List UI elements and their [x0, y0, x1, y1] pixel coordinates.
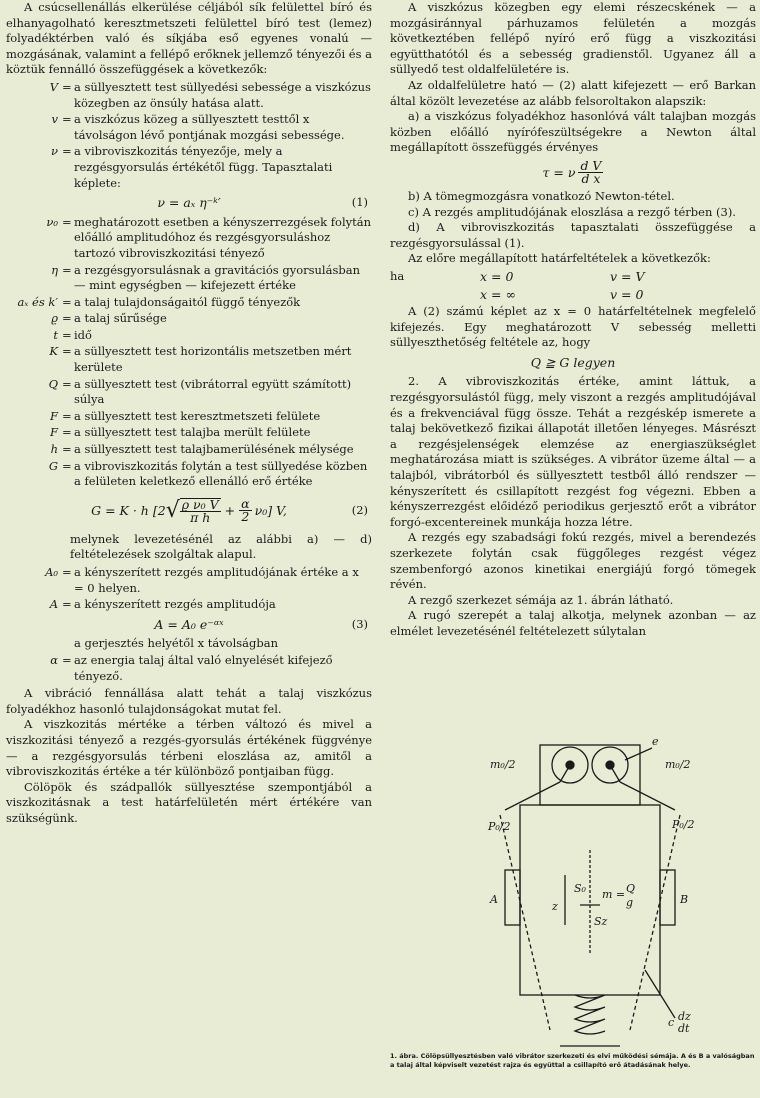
def-sym: F — [50, 425, 58, 440]
def-item — [6, 653, 372, 684]
force-arrow-left — [505, 782, 560, 810]
formula-2-frac-den: π h — [190, 509, 211, 525]
formula-2-lhs: G = K · h — [91, 503, 149, 519]
intro-paragraph: A csúcsellenállás elkerülése céljából sík felülettel bíró és elhanyagolható keresztmetszeti felülettel bíró test (lemez) folyadéktérben való és síkjába eső egyenes vonalú — mozgásának, valamint a fellépő erőknek jellemző tényezői és a köztük fennálló összefüggések a következők: — [6, 0, 373, 77]
paragraph-rugo: A rugó szerepét a talaj alkotja, melynek azonban — az elmélet levezetésénél feltételezett súlytalan — [390, 608, 756, 638]
def-txt: a rezgésgyorsulásnak a gravitációs gyorsulásban — mint egységben — kifejezett értéke — [74, 262, 360, 293]
def-eq: = — [62, 408, 72, 423]
formula-3-number: (3) — [351, 616, 368, 631]
def-sym: ν₀ — [46, 214, 58, 229]
paragraph-d: d) A vibroviszkozitás tapasztalati összefüggése a rezgésgyorsulással (1). — [390, 220, 756, 250]
def-sym: K — [49, 344, 58, 359]
def-txt: a süllyesztett test talajbamerülésének mélysége — [74, 442, 354, 457]
def-txt: a süllyesztett test keresztmetszeti felülete — [74, 408, 321, 423]
paragraph-oldalfelulet: Az oldalfelületre ható — (2) alatt kifejezett — erő Barkan által közölt levezetése az alább felsoroltakon alapszik: — [390, 77, 756, 108]
def-item — [6, 565, 372, 596]
def-eq — [62, 636, 74, 652]
def-eq: = — [62, 458, 72, 473]
right-column — [390, 0, 756, 1069]
formula-tau-num: d V — [580, 157, 602, 173]
definitions-1 — [6, 80, 372, 191]
def-sym: A₀ — [45, 565, 58, 579]
formula-2-sqrt — [166, 498, 221, 524]
def-txt: a vibroviszkozitás tényezője, mely a rezgésgyorsulás értékétől függ. Tapasztalati képlete: — [74, 144, 333, 190]
label-dt: dt — [678, 1022, 690, 1035]
formula-1-number: (1) — [351, 195, 368, 210]
def-sym: G — [48, 458, 58, 473]
def-v — [6, 112, 372, 143]
def-txt: idő — [74, 327, 92, 342]
def-item — [6, 459, 372, 490]
formula-2-alpha-num: α — [241, 496, 250, 512]
def-item — [6, 597, 372, 613]
def-sym: V — [49, 79, 58, 94]
paragraph-keplet: A (2) számú képlet az x = 0 határfeltételnek megfelelő kifejezés. Egy meghatározott V sebesség melletti süllyeszthetőség feltétele az, hogy — [390, 304, 756, 350]
def-sym: A — [49, 597, 58, 612]
left-column — [6, 0, 372, 827]
def-txt: a viszkózus közeg a süllyesztett testtől x távolságon lévő pontjának mozgási sebessége. — [74, 112, 345, 142]
definitions-4 — [6, 636, 372, 684]
formula-3-expr: A = A₀ e⁻ᵅˣ — [154, 616, 224, 632]
formula-tau-frac — [578, 157, 603, 186]
label-A: A — [490, 893, 498, 906]
label-m: m = — [602, 888, 626, 901]
formula-2-frac-num: ϱ ν₀ V — [181, 496, 219, 512]
def-eq: = — [62, 652, 72, 667]
def-sym: F — [50, 408, 58, 423]
def-sym — [6, 636, 62, 652]
definitions-2 — [6, 215, 372, 490]
def-txt: a süllyesztett test (vibrátorral együtt számított) súlya — [74, 376, 352, 407]
def-sym: h — [50, 442, 58, 457]
guide-B — [660, 870, 675, 925]
def-eq: = — [62, 597, 72, 612]
sqrt-sign-icon: √ — [165, 497, 180, 523]
def-item — [6, 263, 372, 294]
def-sym: v — [51, 112, 58, 127]
def-item — [6, 328, 372, 344]
def-eq: = — [62, 262, 72, 277]
def-V — [6, 80, 372, 111]
def-txt: a süllyesztett test horizontális metszetben mért kerülete — [74, 344, 352, 375]
formula-tau — [390, 157, 756, 186]
paragraph-vibracio: A vibráció fennállása alatt tehát a talaj viszkózus folyadékhoz hasonló tulajdonságokat mutat fel. — [6, 686, 372, 716]
def-txt: a süllyesztett test talajba merült felülete — [74, 425, 311, 440]
label-q: Q — [626, 882, 636, 895]
def-txt: a süllyesztett test süllyedési sebessége a viszkózus közegben az önsúly hatása alatt. — [74, 79, 371, 110]
paragraph-sema: A rezgő szerkezet sémája az 1. ábrán látható. — [408, 592, 674, 607]
def-item — [6, 344, 372, 375]
formula-2 — [6, 498, 372, 524]
def-txt: a kényszerített rezgés amplitudója — [74, 597, 276, 612]
formula-q-g — [390, 355, 756, 371]
paragraph-rezges: A rezgés egy szabadsági fokú rezgés, mivel a berendezés szerkezete folytán csak függőleges rezgést végez szembenforgó azonos kinetikai energiájú forgó tömegek révén. — [390, 530, 756, 592]
def-eq: = — [62, 79, 72, 94]
def-eq: = — [62, 425, 72, 440]
condition-ha: ha — [390, 268, 405, 283]
def-sym: aₓ és k′ — [17, 294, 58, 309]
def-sym: Q — [48, 376, 58, 391]
def-sym: t — [53, 327, 58, 342]
def-item — [6, 636, 372, 652]
def-eq: = — [62, 442, 72, 457]
label-g: g — [626, 896, 634, 909]
def-txt: a vibroviszkozitás folytán a test süllyedése közben a felületen keletkező ellenálló erő értéke — [74, 458, 368, 489]
spring-icon — [575, 995, 605, 1034]
label-m0-right: m₀/2 — [665, 758, 691, 771]
def-sym: η — [51, 262, 58, 277]
label-c: c — [668, 1016, 675, 1029]
formula-3 — [6, 617, 372, 633]
formula-2-alpha-den: 2 — [241, 509, 250, 525]
condition-1-v: v = V — [610, 268, 645, 284]
paragraph-b: b) A tömegmozgásra vonatkozó Newton-tétel. — [408, 188, 675, 203]
def-txt: a talaj sűrűsége — [74, 311, 167, 326]
label-m0-left: m₀/2 — [490, 758, 516, 771]
formula-2-number: (2) — [351, 503, 368, 518]
formula-2-bracket: [2 — [152, 503, 166, 519]
def-sym: α — [50, 652, 58, 667]
def-sym: ϱ — [51, 311, 58, 326]
formula-1-expr: ν = aₓ η⁻ᵏ′ — [157, 195, 221, 211]
condition-2-x: x = ∞ — [480, 286, 516, 302]
def-item — [6, 377, 372, 408]
formula-tau-den: d x — [581, 170, 601, 186]
guide-A — [505, 870, 520, 925]
def-nu — [6, 144, 372, 191]
def-eq: = — [62, 344, 72, 359]
def-eq: = — [62, 214, 72, 229]
def-item — [6, 409, 372, 425]
label-B: B — [680, 893, 689, 906]
after-formula-2: melynek levezetésénél az alábbi a) — d) feltételezések szolgáltak alapul. — [70, 531, 372, 562]
label-p0-left: P₀/2 — [488, 820, 511, 833]
label-z: z — [552, 900, 558, 913]
label-dz: dz — [678, 1010, 691, 1023]
paragraph-viszkozitas: A viszkozitás mértéke a térben változó és mivel a viszkozitási tényező a rezgés-gyorsulás értékének függvénye — a rezgésgyorsulás térbeni eloszlása az, amitől a vibroviszkozitás értéke a tér különböző pontjaiban függ. — [6, 717, 372, 779]
force-arrow-right — [620, 782, 675, 810]
formula-2-plus: + — [224, 503, 236, 519]
definitions-3 — [6, 565, 372, 613]
def-eq: = — [62, 565, 72, 579]
paragraph-2: 2. A vibroviszkozitás értéke, amint láttuk, a rezgésgyorsulástól függ, mely viszont a rezgés amplitudójával és a frekvenciával függ össze. Tehát a rezgéskép ismerete a talaj bekövetkező fizikai állapotát illetően lényeges. Másrészt a rezgésjelenségek elemzése az energiaszükséglet meghatározása miatt is szükséges. A vibrátor üzeme által — a talajból, vibrátorból és süllyesztett testből álló rendszer — kényszerített és csillapított rezgést fog végezni. Ebben a kényszerrezgést előidéző periodikus gerjesztő erőt a vibrátor forgó-excentereinek munkája hozza létre. — [390, 374, 756, 529]
paragraph-colopok: Cölöpök és szádpallók süllyesztése szempontjából a viszkozitásnak a test határfelületén mért értékére van szükségünk. — [6, 779, 372, 825]
condition-1-x: x = 0 — [480, 268, 514, 284]
paragraph-c: c) A rezgés amplitudójának eloszlása a rezgő térben (3). — [408, 204, 736, 219]
def-eq: = — [62, 144, 72, 159]
def-eq: = — [62, 311, 72, 326]
formula-tau-lhs: τ = ν — [542, 164, 576, 180]
def-eq: = — [62, 294, 72, 309]
paragraph-hatarfeltetelek: Az előre megállapított határfeltételek a következők: — [408, 251, 711, 266]
def-item — [6, 311, 372, 327]
vibrator-figure — [390, 720, 756, 1050]
figure-caption: 1. ábra. Cölöpsüllyesztésben való vibrátor szerkezeti és elvi működési sémája. A és B a valóságban a talaj által képviselt vezetést rajza és együttal a csillapító erő átadásának helye. — [390, 1052, 755, 1069]
def-txt: az energia talaj által való elnyelését kifejező tényező. — [74, 652, 333, 683]
formula-q-g-expr: Q ≧ G legyen — [530, 354, 616, 370]
def-txt: a kényszerített rezgés amplitudójának értéke a x = 0 helyen. — [74, 565, 359, 595]
def-item — [6, 442, 372, 458]
def-eq: = — [62, 112, 72, 127]
formula-2-tail: ν₀] V, — [254, 503, 287, 519]
def-eq: = — [62, 376, 72, 391]
paragraph-a: a) a viszkózus folyadékhoz hasonlóvá vált talajban mozgás közben előálló nyírófeszültségekre a Newton által megállapított összefüggés érvényes — [390, 109, 756, 155]
def-item — [6, 215, 372, 262]
paragraph-viszkozus-kozeg: A viszkózus közegben egy elemi részecskének — a mozgásiránnyal párhuzamos felületén a mozgás következtében fellépő nyíró erő függ a viszkozitási együtthatótól és a sebesség gradienstől. Ugyanez áll a süllyedő test oldalfelületére is. — [390, 0, 756, 77]
label-e: e — [652, 735, 659, 748]
def-txt: a talaj tulajdonságaitól függő tényezők — [74, 294, 301, 309]
label-p0-right: P₀/2 — [672, 818, 695, 831]
def-item — [6, 295, 372, 311]
label-s0: S₀ — [574, 882, 586, 895]
def-eq: = — [62, 327, 72, 342]
condition-row-2 — [390, 287, 756, 303]
label-sz: Sz — [594, 915, 608, 928]
formula-2-frac — [180, 498, 221, 524]
formula-2-alpha-frac — [239, 498, 251, 523]
def-txt: meghatározott esetben a kényszerrezgések folytán előálló amplitudóhoz és rezgésgyorsuláshoz tartozó vibroviszkozitási tényező — [74, 214, 372, 260]
def-sym: ν — [51, 144, 58, 159]
formula-1 — [6, 195, 372, 211]
def-item — [6, 425, 372, 441]
condition-2-v: v = 0 — [610, 286, 644, 302]
condition-row-1 — [390, 269, 756, 285]
def-txt: a gerjesztés helyétől x távolságban — [74, 636, 279, 651]
